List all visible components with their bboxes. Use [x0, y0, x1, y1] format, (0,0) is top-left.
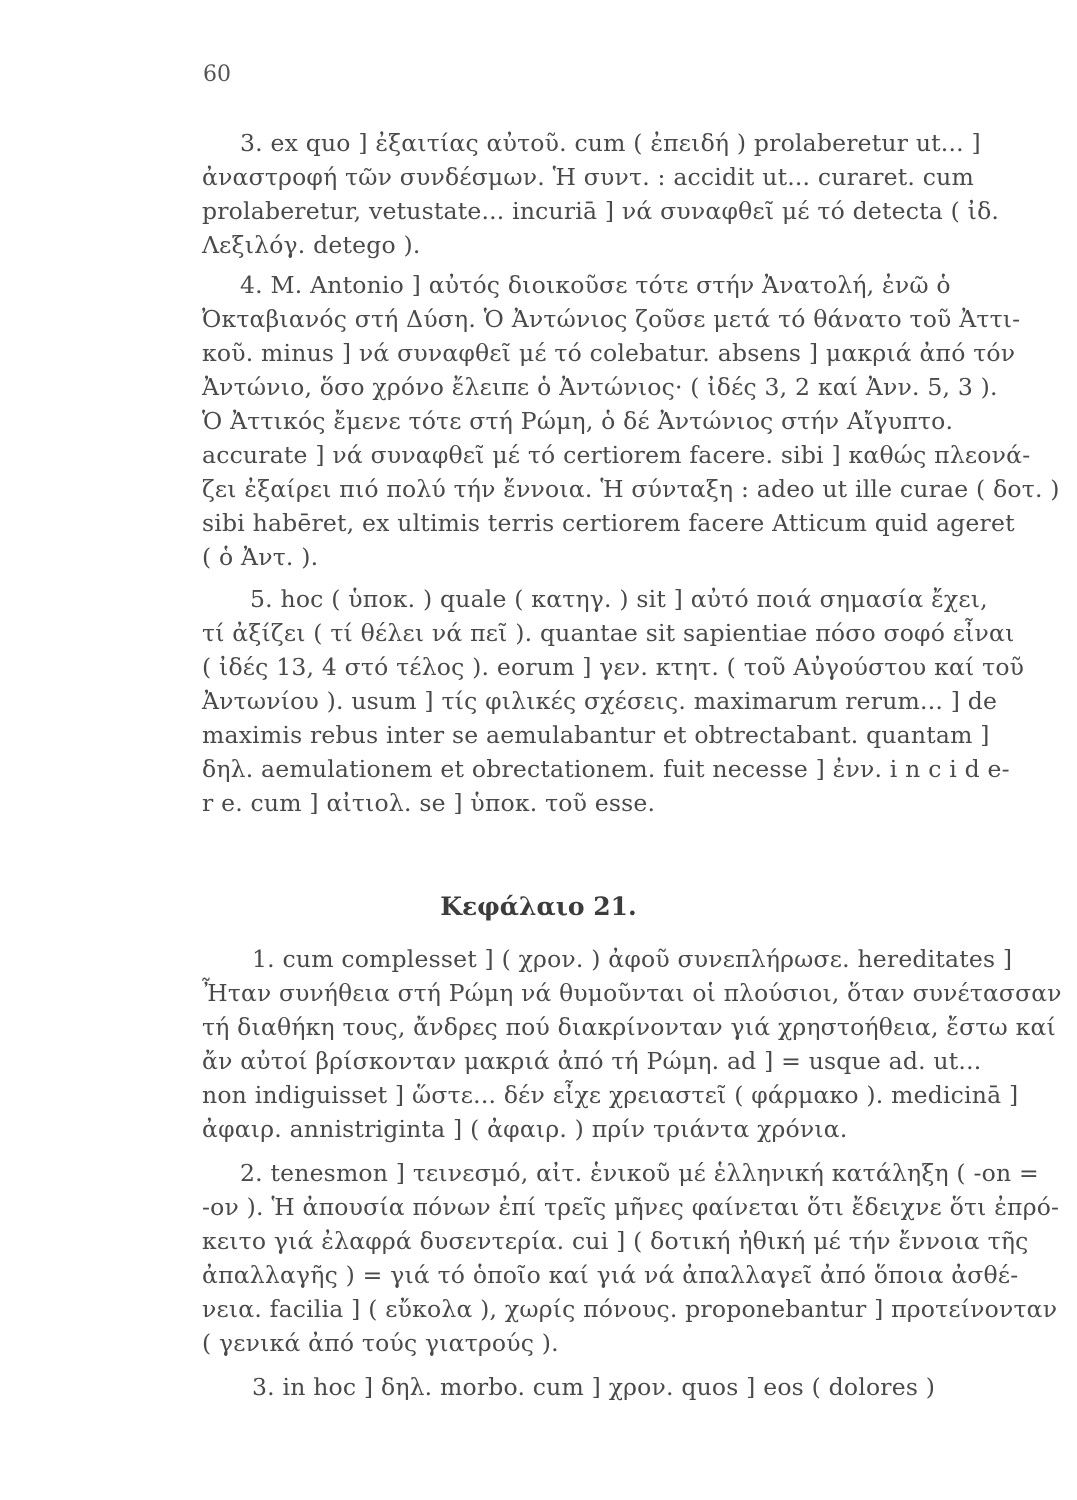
text-line: ἀναστροφή τῶν συνδέσμων. Ἡ συντ. : accidit ut... curaret. cum [202, 163, 974, 191]
text-line: νεια. facilia ] ( εὔκολα ), χωρίς πόνους. proponebantur ] προτείνονταν [202, 1295, 1058, 1323]
text-line: -ον ). Ἡ ἀπουσία πόνων ἐπί τρεῖς μῆνες φαίνεται ὅτι ἔδειχνε ὅτι ἐπρό- [202, 1193, 1060, 1221]
text-line: κοῦ. minus ] νά συναφθεῖ μέ τό colebatur. absens ] μακριά ἀπό τόν [202, 339, 1016, 367]
text-line: prolaberetur, vetustate... incuriā ] νά συναφθεῖ μέ τό detecta ( ἰδ. [202, 197, 1000, 225]
text-line: ἀφαιρ. annistriginta ] ( ἀφαιρ. ) πρίν τριάντα χρόνια. [202, 1115, 848, 1143]
text-line: sibi habēret, ex ultimis terris certiorem facere Atticum quid ageret [202, 509, 1015, 537]
text-line: ζει ἐξαίρει πιό πολύ τήν ἔννοια. Ἡ σύνταξη : adeo ut ille curae ( δοτ. ) [202, 475, 1060, 503]
text-line: Ὀκταβιανός στή Δύση. Ὁ Ἀντώνιος ζοῦσε μετά τό θάνατο τοῦ Ἀττι- [202, 305, 1021, 333]
text-line: τή διαθήκη τους, ἄνδρες πού διακρίνονταν γιά χρηστοήθεια, ἔστω καί [202, 1013, 1056, 1041]
text-line: ἀπαλλαγῆς ) = γιά τό ὁποῖο καί γιά νά ἀπαλλαγεῖ ἀπό ὅποια ἀσθέ- [202, 1261, 1019, 1289]
text-line: ( ἰδές 13, 4 στό τέλος ). eorum ] γεν. κτητ. ( τοῦ Αὐγούστου καί τοῦ [202, 653, 1025, 681]
text-line: Ἀντώνιο, ὅσο χρόνο ἔλειπε ὁ Ἀντώνιος· ( ἰδές 3, 2 καί Ἀνν. 5, 3 ). [202, 373, 998, 401]
text-line: maximis rebus inter se aemulabantur et obtrectabant. quantam ] [202, 721, 990, 749]
text-line: ( γενικά ἀπό τούς γιατρούς ). [202, 1329, 559, 1357]
text-line: ( ὁ Ἀντ. ). [202, 543, 319, 571]
text-line: Ἀντωνίου ). usum ] τίς φιλικές σχέσεις. maximarum rerum... ] de [202, 687, 998, 715]
text-line: τί ἀξίζει ( τί θέλει νά πεῖ ). quantae sit sapientiae πόσο σοφό εἶναι [202, 619, 1015, 647]
text-line: Ἦταν συνήθεια στή Ρώμη νά θυμοῦνται οἱ πλούσιοι, ὅταν συνέτασσαν [202, 979, 1062, 1007]
text-line: 5. hoc ( ὑποκ. ) quale ( κατηγ. ) sit ] αὐτό ποιά σημασία ἔχει, [250, 585, 988, 613]
text-line: 2. tenesmon ] τεινεσμό, αἰτ. ἑνικοῦ μέ ἑλληνική κατάληξη ( -on = [240, 1159, 1039, 1187]
text-line: ἄν αὐτοί βρίσκονταν μακριά ἀπό τή Ρώμη. ad ] = usque ad. ut... [202, 1047, 982, 1075]
text-line: δηλ. aemulationem et obrectationem. fuit necesse ] ἐνν. i n c i d e- [202, 755, 1010, 783]
chapter-heading: Κεφάλαιο 21. [440, 892, 637, 921]
text-line: 4. M. Antonio ] αὐτός διοικοῦσε τότε στήν Ἀνατολή, ἐνῶ ὁ [240, 271, 951, 299]
text-line: r e. cum ] αἰτιολ. se ] ὑποκ. τοῦ esse. [202, 789, 656, 817]
text-line: Ὁ Ἀττικός ἔμενε τότε στή Ρώμη, ὁ δέ Ἀντώνιος στήν Αἴγυπτο. [202, 407, 954, 435]
text-line: non indiguisset ] ὥστε... δέν εἶχε χρειαστεῖ ( φάρμακο ). medicinā ] [202, 1081, 1019, 1109]
text-line: 3. ex quo ] ἐξαιτίας αὐτοῦ. cum ( ἐπειδή ) prolaberetur ut... ] [240, 129, 981, 157]
text-line: 1. cum complesset ] ( χρον. ) ἀφοῦ συνεπλήρωσε. hereditates ] [252, 945, 1013, 973]
text-line: κειτο γιά ἐλαφρά δυσεντερία. cui ] ( δοτική ἠθική μέ τήν ἔννοια τῆς [202, 1227, 1029, 1255]
text-line: accurate ] νά συναφθεῖ μέ τό certiorem facere. sibi ] καθώς πλεονά- [202, 441, 1031, 469]
text-line: Λεξιλόγ. detego ). [202, 231, 421, 259]
text-line: 3. in hoc ] δηλ. morbo. cum ] χρον. quos ] eos ( dolores ) [252, 1373, 936, 1401]
page-number: 60 [203, 62, 231, 87]
